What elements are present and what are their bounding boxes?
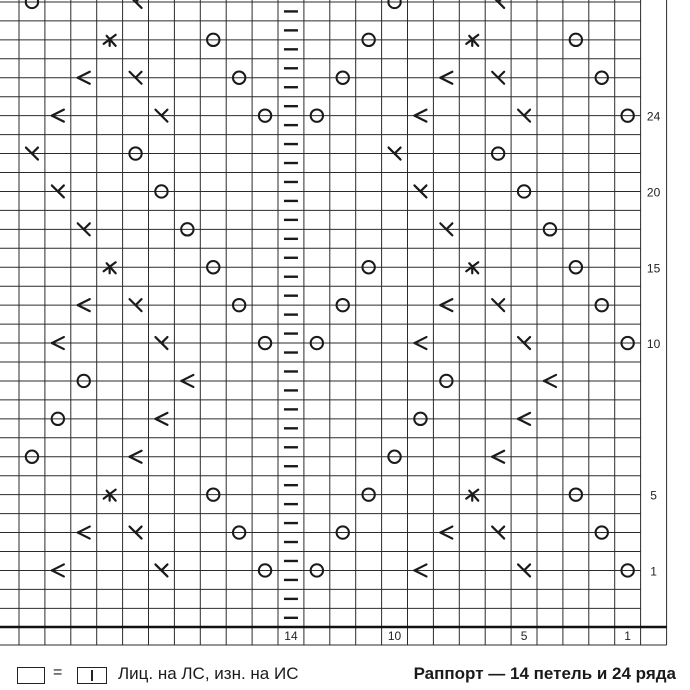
legend <box>0 660 690 690</box>
row-number: 1 <box>650 564 657 579</box>
column-number: 14 <box>284 629 298 643</box>
row-number: 24 <box>646 109 661 124</box>
legend-knit-cell <box>77 667 107 684</box>
column-number: 1 <box>624 629 631 643</box>
row-number: 20 <box>646 185 661 200</box>
k2tog-right-symbol <box>492 0 504 8</box>
chart-labels <box>284 110 660 643</box>
column-number: 5 <box>520 629 528 643</box>
legend-knit-description: Лиц. на ЛС, изн. на ИС <box>118 664 299 683</box>
legend-repeat-info: Раппорт — 14 петель и 24 ряда <box>413 664 676 683</box>
legend-empty-cell <box>17 667 45 684</box>
yarn-over-symbol <box>26 0 38 8</box>
k2tog-right-symbol <box>130 0 142 8</box>
yarn-over-symbol <box>388 0 400 8</box>
row-number: 5 <box>650 488 657 503</box>
row-number: 15 <box>646 261 661 276</box>
row-number: 10 <box>646 337 661 352</box>
column-number: 10 <box>387 629 402 643</box>
legend-equals: = <box>53 664 63 681</box>
